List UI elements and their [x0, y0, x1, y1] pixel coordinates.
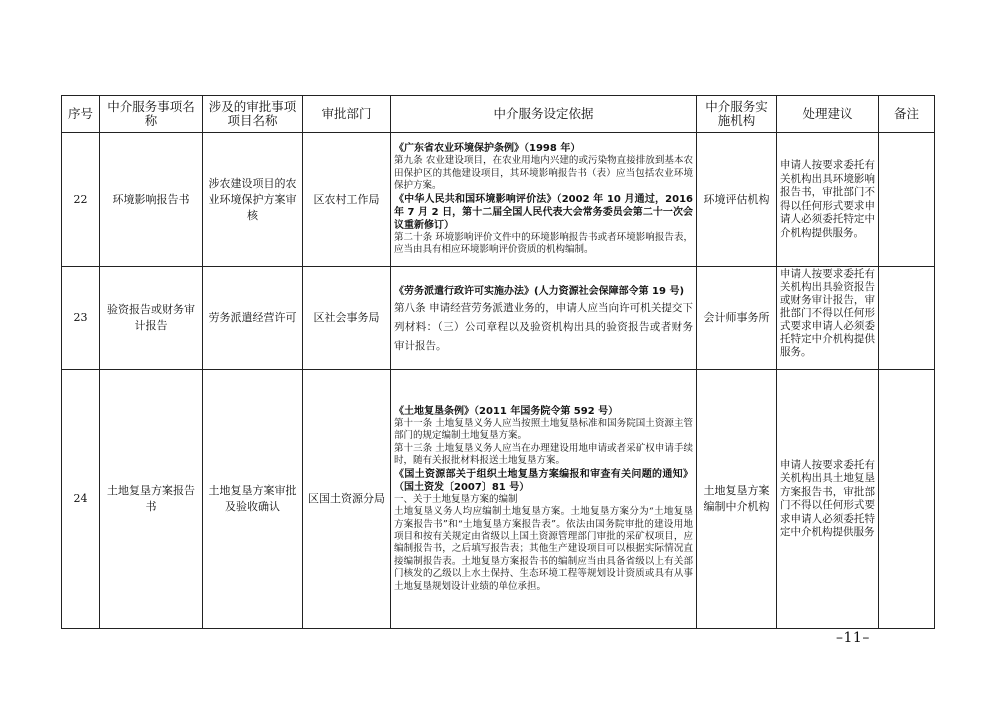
cell-seq: 24 [62, 370, 100, 629]
cell-dept: 区国土资源分局 [303, 370, 391, 629]
basis-law-title: 《土地复垦条例》（2011 年国务院令第 592 号） [394, 406, 619, 418]
basis-clause: 土地复垦义务人均应编制土地复垦方案。土地复垦方案分为“土地复垦方案报告书”和“土地复垦方案报告表”。依法由国务院审批的建设用地项目和按有关规定由省级以上国土资源管理部门审批的采矿权项目，应编制报告书，之后填写报告表；其他生产建设项目可以根据实际情况直接编制报告表。土地复垦方案报告书的编制应当由具备省级以上有关部门核发的乙级以上水土保持、生态环境工程等规划设计资质或具有从事土地复垦规划设计业绩的单位承担。 [394, 506, 693, 592]
cell-suggestion: 申请人按要求委托有关机构出具验资报告或财务审计报告，审批部门不得以任何形式要求申请人必须委托特定中介机构提供服务。 [777, 267, 879, 370]
cell-suggestion: 申请人按要求委托有关机构出具土地复垦方案报告书，审批部门不得以任何形式要求申请人必须委托特定中介机构提供服务 [777, 370, 879, 629]
cell-remark [879, 133, 935, 267]
table-row [62, 370, 935, 629]
cell-remark [879, 370, 935, 629]
header-item: 中介服务事项名称 [100, 96, 203, 133]
cell-seq: 22 [62, 133, 100, 267]
cell-item: 环境影响报告书 [100, 133, 203, 267]
cell-org: 环境评估机构 [697, 133, 777, 267]
basis-clause: 第二十条 环境影响评价文件中的环境影响报告书或者环境影响报告表，应当由具有相应环境影响评价资质的机构编制。 [394, 231, 693, 256]
page-number: –11– [836, 630, 870, 646]
cell-approval: 劳务派遣经营许可 [203, 267, 303, 370]
cell-approval: 涉农建设项目的农业环境保护方案审核 [203, 133, 303, 267]
header-seq: 序号 [62, 96, 100, 133]
cell-remark [879, 267, 935, 370]
cell-item: 验资报告或财务审计报告 [100, 267, 203, 370]
cell-org: 土地复垦方案编制中介机构 [697, 370, 777, 629]
basis-law-title: 《广东省农业环境保护条例》（1998 年） [394, 143, 581, 155]
cell-org: 会计师事务所 [697, 267, 777, 370]
cell-item: 土地复垦方案报告书 [100, 370, 203, 629]
header-suggestion: 处理建议 [777, 96, 879, 133]
cell-dept: 区农村工作局 [303, 133, 391, 267]
basis-law-title: 《中华人民共和国环境影响评价法》（2002 年 10 月通过，2016 年 7 月 2 日，第十二届全国人民代表大会常务委员会第二十一次会议重新修订） [394, 193, 693, 231]
basis-law-title: 《劳务派遣行政许可实施办法》(人力资源社会保障部令第 19 号) [394, 286, 685, 297]
basis-clause: 第十一条 土地复垦义务人应当按照土地复垦标准和国务院国土资源主管部门的规定编制土地复垦方案。 [394, 418, 693, 442]
header-org: 中介服务实施机构 [697, 96, 777, 133]
cell-dept: 区社会事务局 [303, 267, 391, 370]
intermediary-services-table [61, 95, 935, 629]
table-row [62, 267, 935, 370]
basis-clause: 第九条 农业建设项目，在农业用地内兴建的或污染物直接排放到基本农田保护区的其他建设项目，其环境影响报告书（表）应当包括农业环境保护方案。 [394, 155, 693, 192]
cell-basis [391, 267, 697, 370]
header-approval: 涉及的审批事项项目名称 [203, 96, 303, 133]
cell-seq: 23 [62, 267, 100, 370]
cell-approval: 土地复垦方案审批及验收确认 [203, 370, 303, 629]
table-row [62, 133, 935, 267]
header-dept: 审批部门 [303, 96, 391, 133]
table-header-row [62, 96, 935, 133]
header-basis: 中介服务设定依据 [391, 96, 697, 133]
basis-clause: 第八条 申请经营劳务派遣业务的，申请人应当向许可机关提交下列材料：（三）公司章程以及验资机构出具的验资报告或者财务审计报告。 [394, 302, 693, 352]
basis-clause: 一、关于土地复垦方案的编制 [394, 493, 518, 505]
cell-basis [391, 370, 697, 629]
header-remark: 备注 [879, 96, 935, 133]
cell-suggestion: 申请人按要求委托有关机构出具环境影响报告书，审批部门不得以任何形式要求申请人必须委托特定中介机构提供服务。 [777, 133, 879, 267]
basis-clause: 第十三条 土地复垦义务人应当在办理建设用地申请或者采矿权申请手续时，随有关报批材料报送土地复垦方案。 [394, 442, 693, 467]
basis-law-title: 《国土资源部关于组织土地复垦方案编报和审查有关问题的通知》（国土资发〔2007〕81 号） [394, 468, 693, 493]
cell-basis [391, 133, 697, 267]
